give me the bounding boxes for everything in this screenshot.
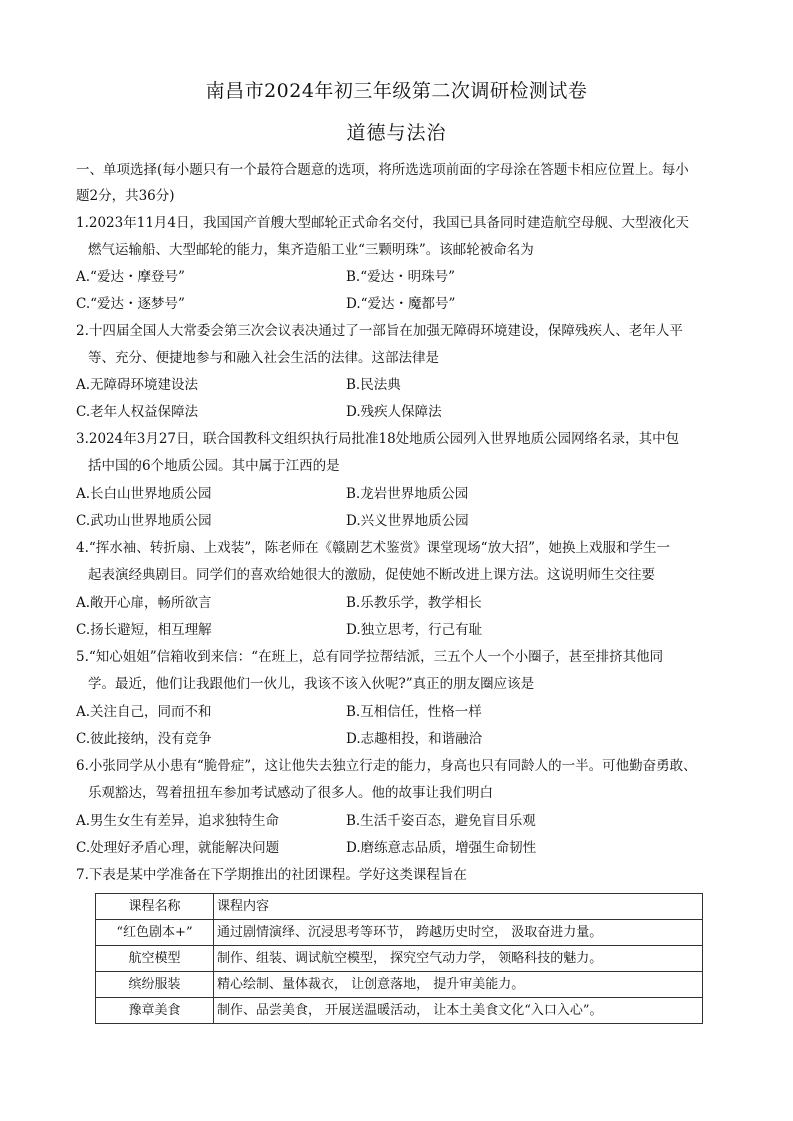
question-5-line-2: 学。最近，他们让我跟他们一伙儿，我该不该入伙呢?”真正的朋友圈应该是 [88,676,535,692]
question-1-option-c: C.“爱达・逐梦号” [76,296,185,312]
subject-title: 道德与法治 [346,122,447,144]
course-table [95,893,703,1024]
question-3-option-b: B.龙岩世界地质公园 [346,486,469,502]
table-header-cell: 课程内容 [214,894,703,920]
question-4-option-a: A.敞开心扉，畅所欲言 [76,595,212,611]
question-1-line-2: 燃气运输船、大型邮轮的能力，集齐造船工业“三颗明珠”。该邮轮被命名为 [88,242,534,258]
table-cell-course-content: 制作、组装、调试航空模型， 探究空气动力学， 领略科技的魅力。 [214,946,703,972]
question-1-option-b: B.“爱达・明珠号” [346,269,456,285]
question-4-option-c: C.扬长避短，相互理解 [76,622,212,638]
table-cell-course-name: 缤纷服装 [96,972,214,998]
question-3-option-a: A.长白山世界地质公园 [76,486,212,502]
question-2-option-c: C.老年人权益保障法 [76,404,199,420]
question-3-option-c: C.武功山世界地质公园 [76,513,212,529]
question-6-line-2: 乐观豁达，驾着扭扭车参加考试感动了很多人。他的故事让我们明白 [88,785,493,801]
question-6-line-1: 6.小张同学从小患有“脆骨症”，这让他失去独立行走的能力，身高也只有同龄人的一半。可他勤奋勇敢、 [76,758,697,774]
question-4-option-b: B.乐教乐学，教学相长 [346,595,482,611]
question-5-line-1: 5.“知心姐姐”信箱收到来信：“在班上，总有同学拉帮结派，三五个人一个小圈子，甚至排挤其他同 [76,649,664,665]
question-2-option-b: B.民法典 [346,377,401,393]
table-row [96,946,703,972]
question-6-option-b: B.生活千姿百态，避免盲目乐观 [346,813,536,829]
question-5-option-a: A.关注自己，同而不和 [76,704,212,720]
table-cell-course-name: “红色剧本+” [96,920,214,946]
question-2-option-d: D.残疾人保障法 [346,404,442,420]
question-1-line-1: 1.2023年11月4日，我国国产首艘大型邮轮正式命名交付，我国已具备同时建造航空母舰、大型液化天 [76,215,690,231]
question-5-option-b: B.互相信任，性格一样 [346,704,482,720]
table-header-cell: 课程名称 [96,894,214,920]
table-cell-course-name: 豫章美食 [96,998,214,1024]
table-row [96,998,703,1024]
question-2-line-1: 2.十四届全国人大常委会第三次会议表决通过了一部旨在加强无障碍环境建设，保障残疾人、老年人平 [76,323,683,339]
table-cell-course-content: 制作、品尝美食， 开展送温暖活动， 让本土美食文化“入口入心”。 [214,998,703,1024]
question-3-line-2: 括中国的6个地质公园。其中属于江西的是 [88,458,340,474]
question-4-line-2: 起表演经典剧目。同学们的喜欢给她很大的激励，促使她不断改进上课方法。这说明师生交往要 [88,567,655,583]
question-2-option-a: A.无障碍环境建设法 [76,377,199,393]
table-cell-course-content: 通过剧情演绎、沉浸思考等环节， 跨越历史时空， 汲取奋进力量。 [214,920,703,946]
question-6-option-c: C.处理好矛盾心理，就能解决问题 [76,840,280,856]
question-1-option-d: D.“爱达・魔都号” [346,296,456,312]
question-6-option-d: D.磨练意志品质，增强生命韧性 [346,840,537,856]
question-3-line-1: 3.2024年3月27日，联合国教科文组织执行局批准18处地质公园列入世界地质公园网络名录，其中包 [76,431,680,447]
question-3-option-d: D.兴义世界地质公园 [346,513,469,529]
exam-title: 南昌市2024年初三年级第二次调研检测试卷 [205,80,588,102]
question-7-line-1: 7.下表是某中学准备在下学期推出的社团课程。学好这类课程旨在 [76,867,467,883]
table-header-row [96,894,703,920]
question-4-line-1: 4.“挥水袖、转折扇、上戏装”，陈老师在《赣剧艺术鉴赏》课堂现场“放大招”，她换上戏服和学生一 [76,540,670,556]
table-cell-course-content: 精心绘制、量体裁衣， 让创意落地， 提升审美能力。 [214,972,703,998]
question-1-option-a: A.“爱达・摩登号” [76,269,185,285]
question-5-option-d: D.志趣相投，和谐融洽 [346,731,483,747]
table-row [96,920,703,946]
question-5-option-c: C.彼此接纳，没有竞争 [76,731,212,747]
section-instructions-line-2: 题2分，共36分) [76,188,175,204]
question-2-line-2: 等、充分、便捷地参与和融入社会生活的法律。这部法律是 [88,350,439,366]
table-row [96,972,703,998]
table-cell-course-name: 航空模型 [96,946,214,972]
question-6-option-a: A.男生女生有差异，追求独特生命 [76,813,280,829]
question-4-option-d: D.独立思考，行己有耻 [346,622,483,638]
section-instructions-line-1: 一、单项选择(每小题只有一个最符合题意的选项，将所选选项前面的字母涂在答题卡相应位置上。每小 [76,162,689,178]
